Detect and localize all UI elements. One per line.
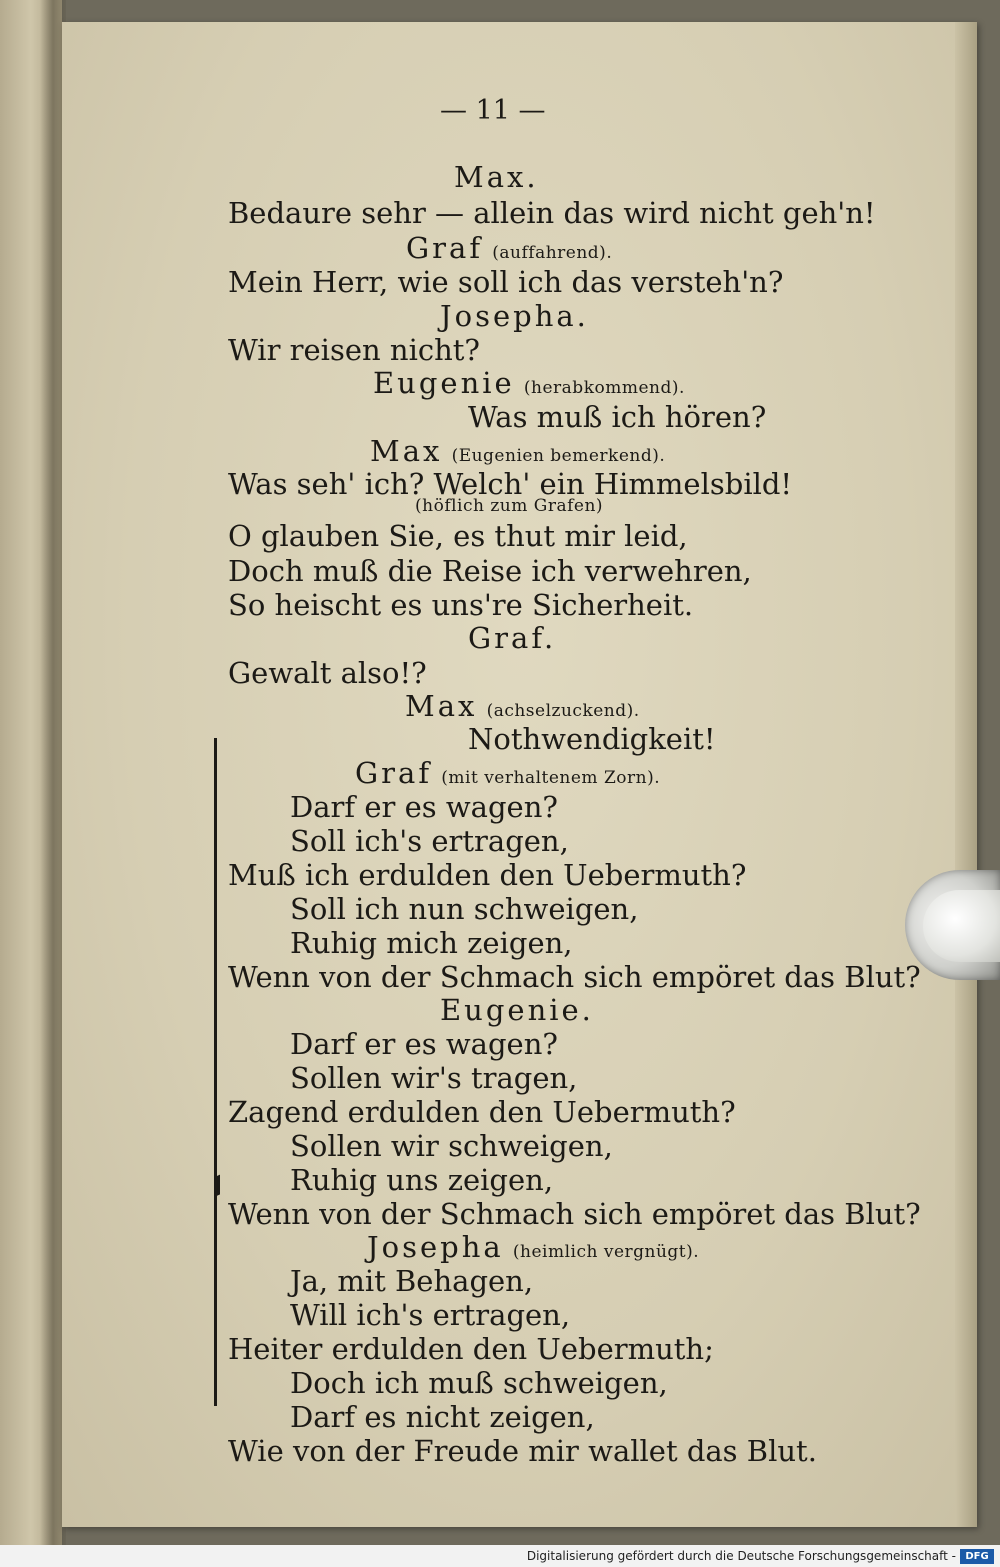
verse-line: Zagend erdulden den Uebermuth?: [228, 1095, 736, 1129]
verse-line: Doch ich muß schweigen,: [290, 1366, 668, 1400]
stage-direction: (achselzuckend).: [486, 701, 640, 721]
speaker-with-direction: [373, 366, 685, 400]
speaker-with-direction: [406, 231, 613, 265]
speaker-name: Josepha.: [440, 299, 589, 333]
stage-direction: (höflich zum Grafen): [415, 496, 604, 516]
verse-line: Muß ich erdulden den Uebermuth?: [228, 858, 747, 892]
page-edge: [955, 22, 977, 1527]
verse-line: Soll ich's ertragen,: [290, 824, 569, 858]
verse-line: O glauben Sie, es thut mir leid,: [228, 519, 688, 553]
verse-line: Darf er es wagen?: [290, 790, 558, 824]
verse-line: Will ich's ertragen,: [290, 1298, 571, 1332]
speaker-with-direction: [355, 756, 661, 790]
verse-line: Ruhig uns zeigen,: [290, 1163, 554, 1197]
verse-line: Soll ich nun schweigen,: [290, 892, 639, 926]
verse-line: Gewalt also!?: [228, 656, 427, 690]
speaker-name: Graf: [355, 756, 433, 790]
stanza-bracket: [214, 738, 217, 1406]
verse-line: Doch muß die Reise ich verwehren,: [228, 554, 752, 588]
verse-line: Darf es nicht zeigen,: [290, 1400, 595, 1434]
verse-line: Nothwendigkeit!: [468, 722, 716, 756]
verse-line: Bedaure sehr — allein das wird nicht geh'n!: [228, 196, 876, 230]
stage-direction: (herabkommend).: [523, 378, 685, 398]
speaker-name: Max.: [454, 160, 539, 194]
page-number: — 11 —: [440, 95, 546, 126]
page-clip-highlight: [923, 890, 1000, 962]
verse-line: Wenn von der Schmach sich empöret das Blut?: [228, 1197, 921, 1231]
verse-line: Mein Herr, wie soll ich das versteh'n?: [228, 265, 784, 299]
verse-line: Was seh' ich? Welch' ein Himmelsbild!: [228, 467, 793, 501]
verse-line: Ruhig mich zeigen,: [290, 926, 573, 960]
speaker-with-direction: [367, 1230, 700, 1264]
verse-line: Was muß ich hören?: [468, 400, 767, 434]
verse-line: Ja, mit Behagen,: [290, 1264, 534, 1298]
verse-line: Wir reisen nicht?: [228, 333, 480, 367]
verse-line: Heiter erdulden den Uebermuth;: [228, 1332, 714, 1366]
funding-credit: Digitalisierung gefördert durch die Deutsche Forschungsgemeinschaft -: [526, 1549, 956, 1563]
dfg-logo: DFG: [960, 1549, 994, 1564]
speaker-name: Max: [370, 434, 443, 468]
speaker-name: Max: [405, 689, 478, 723]
verse-line: Wenn von der Schmach sich empöret das Blut?: [228, 960, 921, 994]
speaker-name: Graf: [406, 231, 484, 265]
verse-line: So heischt es uns're Sicherheit.: [228, 588, 694, 622]
verse-line: Wie von der Freude mir wallet das Blut.: [228, 1434, 817, 1468]
speaker-name: Eugenie.: [440, 993, 594, 1027]
stage-direction: (mit verhaltenem Zorn).: [441, 768, 661, 788]
viewer-footer: [0, 1545, 1000, 1567]
speaker-with-direction: [370, 434, 666, 468]
stage-direction: (Eugenien bemerkend).: [451, 446, 666, 466]
verse-line: Sollen wir schweigen,: [290, 1129, 613, 1163]
stage-direction: (auffahrend).: [492, 243, 613, 263]
speaker-name: Josepha: [367, 1230, 504, 1264]
speaker-name: Graf.: [468, 621, 557, 655]
speaker-name: Eugenie: [373, 366, 515, 400]
stage-direction: (heimlich vergnügt).: [512, 1242, 700, 1262]
verse-line: Sollen wir's tragen,: [290, 1061, 578, 1095]
speaker-with-direction: [405, 689, 640, 723]
verse-line: Darf er es wagen?: [290, 1027, 558, 1061]
